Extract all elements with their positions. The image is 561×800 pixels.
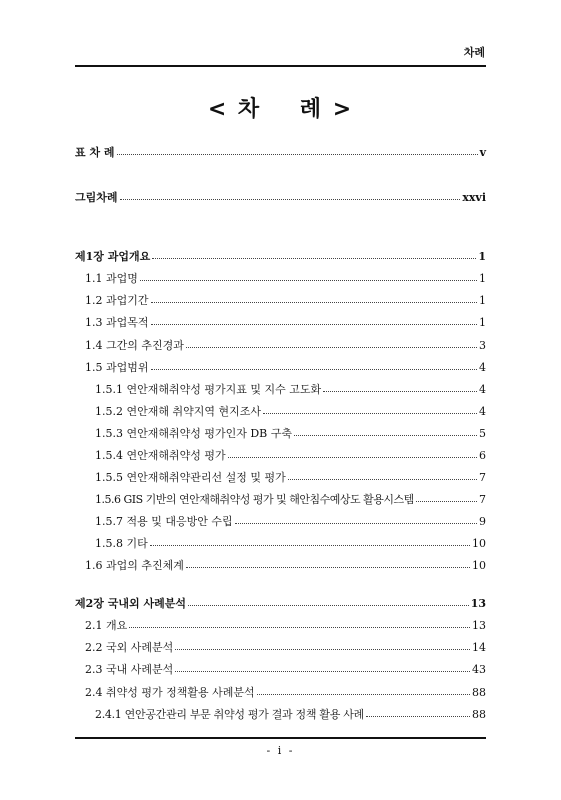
toc-entry-label: 1.5.7 적용 및 대응방안 수립 [95, 515, 233, 528]
toc-entry-1-5-1[interactable] [95, 383, 486, 397]
toc-entry-page: 3 [479, 339, 486, 352]
leader-dots [294, 426, 477, 436]
toc-entry-chapter-2[interactable] [75, 597, 486, 611]
toc-entry-label: 1.4 그간의 추진경과 [85, 339, 184, 352]
toc-entry-1-5-4[interactable] [95, 449, 486, 463]
toc-entry-label: 1.5.8 기타 [95, 537, 148, 550]
toc-entry-page: 1 [478, 250, 486, 263]
toc-entry-page: 13 [472, 619, 486, 632]
leader-dots [117, 145, 478, 155]
toc-entry-page: 88 [472, 686, 486, 699]
toc-entry-label: 1.5.1 연안재해취약성 평가지표 및 지수 고도화 [95, 383, 322, 396]
toc-entry-page: 10 [472, 559, 486, 572]
toc-entry-1-3[interactable] [85, 316, 486, 330]
leader-dots [152, 249, 476, 259]
toc-entry-page: 43 [472, 663, 486, 676]
toc-entry-page: 4 [479, 405, 486, 418]
toc-entry-chapter-1[interactable] [75, 250, 486, 264]
toc-entry-page: 88 [472, 708, 486, 721]
toc-entry-1-5-7[interactable] [95, 515, 486, 529]
toc-entry-1-5-3[interactable] [95, 427, 486, 441]
toc-entry-tables[interactable] [75, 146, 486, 160]
toc-entry-1-5-8[interactable] [95, 537, 486, 551]
toc-entry-page: 7 [479, 471, 486, 484]
toc-entry-page: 4 [479, 383, 486, 396]
leader-dots [151, 360, 478, 370]
toc-entry-page: 4 [479, 361, 486, 374]
toc-entry-2-2[interactable] [85, 641, 486, 655]
leader-dots [188, 596, 469, 606]
toc-entry-label: 1.2 과업기간 [85, 294, 149, 307]
page-title: < 차 례 > [207, 97, 354, 122]
toc-entry-1-4[interactable] [85, 339, 486, 353]
toc-entry-page: xxvi [462, 191, 486, 204]
toc-entry-label: 2.4.1 연안공간관리 부문 취약성 평가 결과 정책 활용 사례 [95, 708, 364, 721]
toc-entry-label: 1.6 과업의 추진체계 [85, 559, 184, 572]
toc-entry-1-5-5[interactable] [95, 471, 486, 485]
leader-dots [175, 640, 470, 650]
bottom-rule [75, 737, 486, 739]
toc-entry-1-2[interactable] [85, 294, 486, 308]
toc-entry-2-4[interactable] [85, 686, 486, 700]
toc-entry-label: 2.3 국내 사례분석 [85, 663, 174, 676]
toc-entry-page: 1 [479, 316, 486, 329]
toc-entry-label: 1.3 과업목적 [85, 316, 149, 329]
toc-entry-page: 14 [472, 641, 486, 654]
leader-dots [186, 338, 477, 348]
toc-entry-label: 제1장 과업개요 [75, 250, 151, 263]
toc-entry-page: 10 [472, 537, 486, 550]
toc-entry-label: 1.5.2 연안재해 취약지역 현지조사 [95, 405, 261, 418]
leader-dots [151, 293, 478, 303]
toc-entry-figures[interactable] [75, 191, 486, 205]
running-head: 차례 [463, 46, 485, 59]
leader-dots [228, 448, 477, 458]
toc-entry-label: 2.4 취약성 평가 정책활용 사례분석 [85, 686, 255, 699]
leader-dots [366, 707, 470, 717]
toc-entry-2-3[interactable] [85, 663, 486, 677]
toc-entry-1-5-2[interactable] [95, 405, 486, 419]
toc-entry-1-5-6[interactable] [95, 493, 486, 507]
toc-entry-2-4-1[interactable] [95, 708, 486, 722]
leader-dots [257, 685, 470, 695]
toc-entry-page: 13 [470, 597, 486, 610]
toc-entry-label: 1.5.5 연안재해취약관리선 설정 및 평가 [95, 471, 286, 484]
leader-dots [186, 558, 470, 568]
leader-dots [150, 536, 470, 546]
leader-dots [263, 404, 477, 414]
toc-entry-label: 2.1 개요 [85, 619, 128, 632]
leader-dots [129, 618, 470, 628]
leader-dots [175, 662, 470, 672]
toc-entry-label: 1.5.4 연안재해취약성 평가 [95, 449, 226, 462]
leader-dots [416, 492, 477, 502]
toc-entry-1-6[interactable] [85, 559, 486, 573]
leader-dots [151, 315, 478, 325]
toc-entry-page: 9 [479, 515, 486, 528]
leader-dots [323, 382, 477, 392]
leader-dots [235, 514, 477, 524]
toc-entry-page: 5 [479, 427, 486, 440]
toc-entry-label: 1.5.6 GIS 기반의 연안재해취약성 평가 및 해안침수예상도 활용시스템 [95, 493, 414, 506]
toc-entry-label: 1.1 과업명 [85, 272, 138, 285]
toc-entry-label: 표 차 례 [75, 146, 115, 159]
toc-entry-1-1[interactable] [85, 272, 486, 286]
toc-entry-page: 1 [479, 272, 486, 285]
toc-entry-page: 1 [479, 294, 486, 307]
toc-entry-2-1[interactable] [85, 619, 486, 633]
leader-dots [140, 271, 477, 281]
toc-entry-label: 1.5 과업범위 [85, 361, 149, 374]
toc-entry-page: 6 [479, 449, 486, 462]
top-rule [75, 65, 486, 67]
leader-dots [288, 470, 477, 480]
toc-entry-page: 7 [479, 493, 486, 506]
toc-entry-1-5[interactable] [85, 361, 486, 375]
toc-entry-page: v [479, 146, 486, 159]
toc-entry-label: 1.5.3 연안재해취약성 평가인자 DB 구축 [95, 427, 293, 440]
toc-entry-label: 그림차례 [75, 191, 118, 204]
toc-entry-label: 제2장 국내외 사례분석 [75, 597, 186, 610]
page-number: - i - [266, 744, 295, 757]
toc-entry-label: 2.2 국외 사례분석 [85, 641, 174, 654]
leader-dots [120, 190, 461, 200]
